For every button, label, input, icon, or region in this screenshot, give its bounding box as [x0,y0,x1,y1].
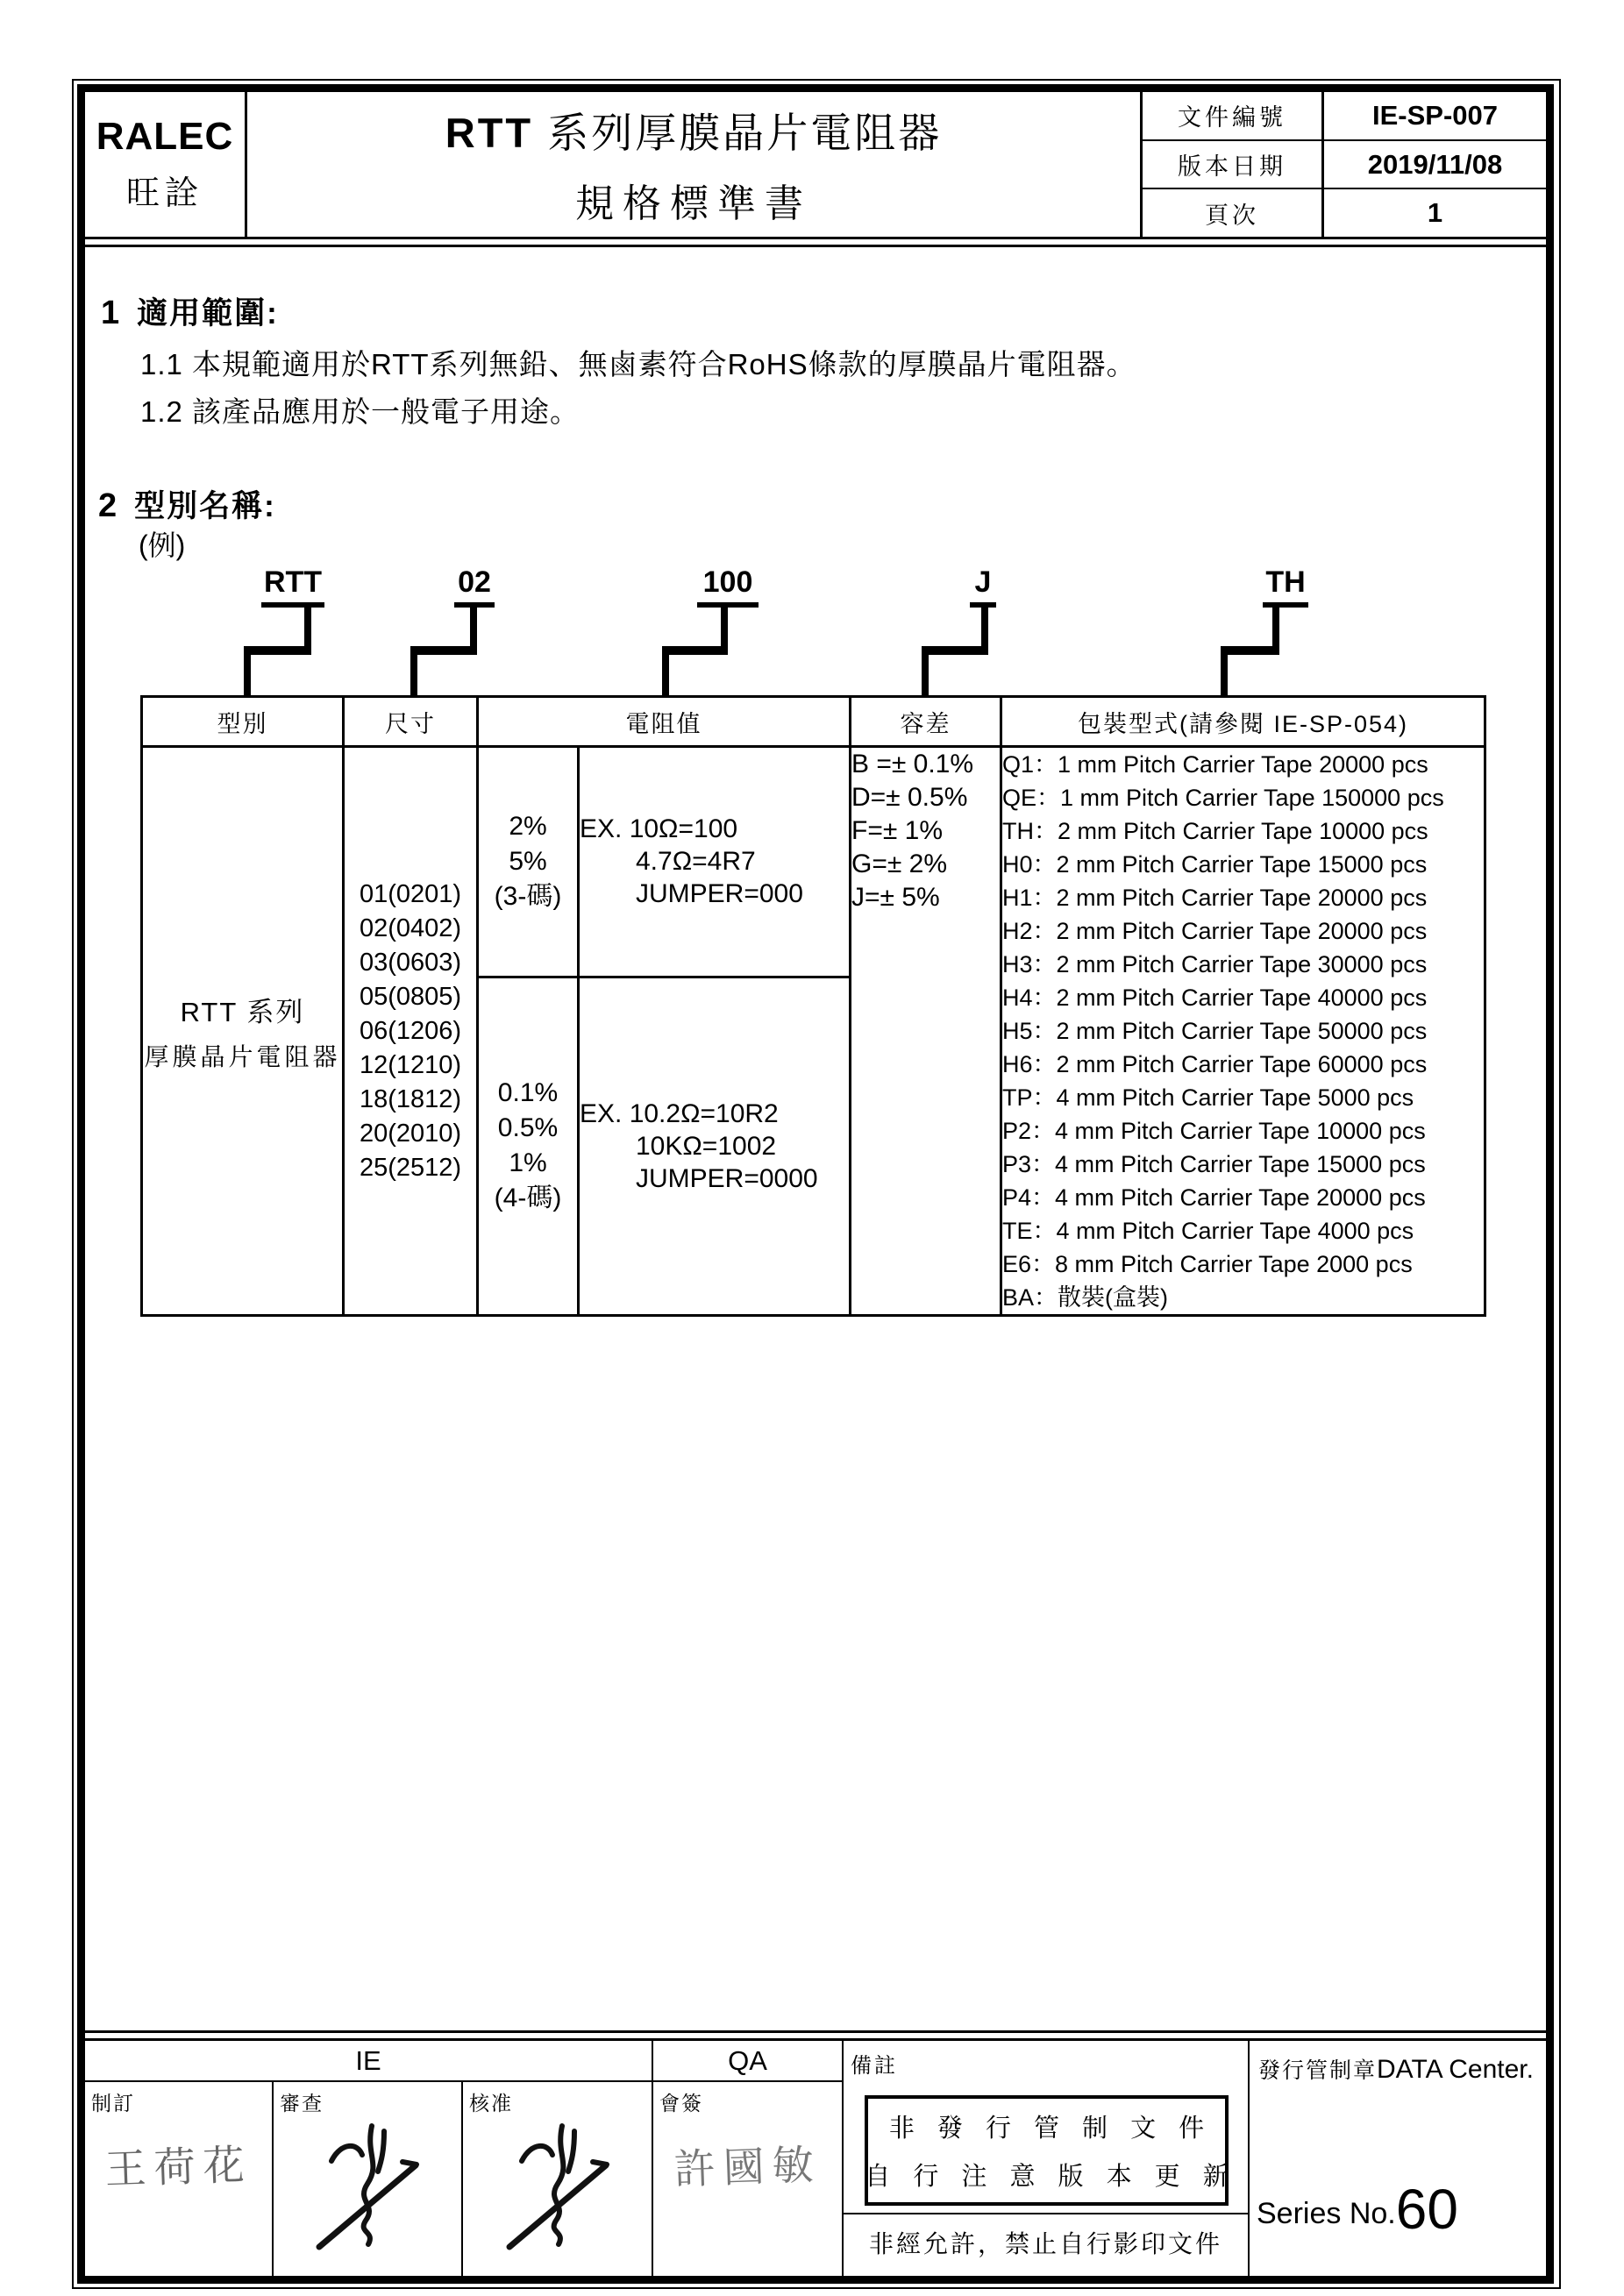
packaging-item: H6：2 mm Pitch Carrier Tape 60000 pcs [1002,1051,1428,1077]
connector-segment [922,655,929,695]
page-number-label: 頁次 [1205,202,1259,229]
title-cell [247,92,1143,237]
doc-title-series-name: 系列厚膜晶片電阻器 [533,110,943,156]
doc-number-value: IE-SP-007 [1371,99,1498,131]
size-item: 06(1206) [359,1016,462,1045]
header-table [85,92,1546,239]
signature-scribble-icon [312,2115,423,2256]
section-2-title: 型別名稱: [134,489,276,523]
brand-name: RALEC [96,115,234,158]
sign-label-countersign: 會簽 [659,2092,703,2115]
part-label-size: 02 [454,565,495,608]
header-double-line [85,245,1546,247]
connector-segment [1272,605,1279,649]
meta-row [1324,92,1546,141]
section-item-1-2: 1.2 該產品應用於一般電子用途。 [140,395,581,428]
connector-segment [1221,655,1228,695]
brand-name-chinese: 旺詮 [125,175,203,212]
size-item: 01(0201) [359,879,462,908]
tolerance-code-item: F=± 1% [851,816,944,845]
series-number-value: 60 [1395,2178,1458,2241]
connector-segment [1221,646,1279,655]
signature-block [85,2041,844,2276]
size-item: 03(0603) [359,948,462,977]
tolerance-3code-cell [478,747,579,977]
size-item: 25(2512) [359,1153,462,1182]
packaging-item: Q1：1 mm Pitch Carrier Tape 20000 pcs [1002,751,1428,778]
packaging-item: QE：1 mm Pitch Carrier Tape 150000 pcs [1002,785,1444,811]
part-label-series: RTT [261,565,324,608]
remark-cell [844,2041,1250,2276]
stamp-label: 發行管制章 [1258,2058,1378,2083]
section-2-number: 2 [98,487,119,524]
header-cell-size: 尺寸 [344,697,478,747]
packaging-item: TE：4 mm Pitch Carrier Tape 4000 pcs [1002,1218,1414,1244]
doc-title-series-code: RTT [445,110,534,156]
packaging-item: P4：4 mm Pitch Carrier Tape 20000 pcs [1002,1184,1426,1211]
sign-cell-review [274,2082,463,2276]
remark-divider [844,2213,1248,2214]
packaging-item: P3：4 mm Pitch Carrier Tape 15000 pcs [1002,1151,1426,1177]
packaging-item: H4：2 mm Pitch Carrier Tape 40000 pcs [1002,985,1428,1011]
doc-number-label: 文件編號 [1178,104,1286,132]
meta-label-column [1143,92,1324,237]
tolerance-3code-item: 2% [509,811,547,841]
spec-table-header-row [142,697,1485,747]
signature-scribble-icon [502,2115,613,2256]
part-label-packaging: TH [1263,565,1308,608]
signature-draft: 王荷花 [103,2141,253,2193]
sign-cell-countersign [653,2082,844,2276]
tolerance-4code-cell [478,977,579,1315]
sign-cell-draft [85,2082,274,2276]
model-description: 厚膜晶片電阻器 [144,1042,341,1070]
tolerance-code-item: J=± 5% [851,883,940,912]
meta-row [1143,141,1321,190]
section-item-1-1: 1.1 本規範適用於RTT系列無鉛、無鹵素符合RoHS條款的厚膜晶片電阻器。 [140,348,1136,380]
remark-box [865,2095,1229,2206]
size-item: 18(1812) [359,1084,462,1113]
resistance-example-line: EX. 10.2Ω=10R2 [580,1098,779,1128]
stamp-value: DATA Center. [1377,2055,1534,2084]
remark-box-line: 自 行 注 意 版 本 更 新 [865,2163,1229,2191]
model-cell [142,747,344,1316]
version-date-value: 2019/11/08 [1367,148,1503,180]
header-cell-model: 型別 [142,697,344,747]
meta-row [1324,189,1546,237]
tolerance-code-item: G=± 2% [851,849,948,878]
header-cell-tolerance: 容差 [851,697,1001,747]
size-item: 02(0402) [359,913,462,942]
packaging-item: TH：2 mm Pitch Carrier Tape 10000 pcs [1002,818,1428,844]
resistance-example-line: 4.7Ω=4R7 [636,847,756,877]
series-line [1257,2178,1458,2241]
version-date-label: 版本日期 [1178,153,1286,180]
series-number-label: Series No. [1257,2197,1396,2230]
connector-segment [662,655,669,695]
tolerance-4code-item: 0.5% [497,1113,559,1143]
connector-segment [721,605,728,649]
tolerance-codes-cell [851,747,1001,1316]
packaging-item: H2：2 mm Pitch Carrier Tape 20000 pcs [1002,918,1428,944]
connector-segment [244,655,251,695]
section-2-heading [98,482,276,526]
remark-box-line: 非 發 行 管 制 文 件 [888,2115,1205,2143]
packaging-item: H1：2 mm Pitch Carrier Tape 20000 pcs [1002,885,1428,911]
part-label-tolerance: J [970,565,996,608]
logo-cell [85,92,247,237]
resistance-example-line: JUMPER=000 [636,879,803,909]
packaging-item: H3：2 mm Pitch Carrier Tape 30000 pcs [1002,951,1428,977]
resistance-example-line: JUMPER=0000 [636,1163,818,1193]
resistance-example-line: EX. 10Ω=100 [580,814,738,844]
doc-title-line1 [445,101,942,160]
page-number-value: 1 [1427,197,1443,229]
packaging-item: TP：4 mm Pitch Carrier Tape 5000 pcs [1002,1084,1414,1111]
tolerance-4code-item: 1% [509,1148,547,1178]
remark-note: 非經允許，禁止自行影印文件 [868,2230,1222,2257]
sizes-cell [344,747,478,1316]
section-1-heading [101,289,279,333]
dept-ie-cell: IE [85,2041,653,2082]
connector-segment [304,605,311,649]
footer-double-line [85,2030,1546,2033]
sign-label-draft: 制訂 [91,2092,135,2115]
tolerance-4code-item: 0.1% [497,1078,559,1108]
connector-segment [922,646,988,655]
connector-segment [410,646,477,655]
connector-segment [470,605,477,649]
part-label-resistance: 100 [697,565,759,608]
sign-cell-approve [463,2082,653,2276]
size-item: 05(0805) [359,982,462,1011]
size-item: 20(2010) [359,1119,462,1148]
connector-segment [662,646,728,655]
tolerance-3code-item: 5% [509,846,547,876]
packaging-item: H0：2 mm Pitch Carrier Tape 15000 pcs [1002,851,1428,878]
tolerance-code-item: B =± 0.1% [851,750,974,778]
header-cell-packaging: 包裝型式(請參閱 IE-SP-054) [1001,697,1485,747]
tolerance-4code-item: (4-碼) [494,1184,562,1213]
sign-label-review: 審查 [280,2092,324,2115]
tolerance-3code-item: (3-碼) [494,881,562,911]
section-1-number: 1 [101,295,122,331]
connector-segment [981,605,988,649]
meta-row [1324,141,1546,190]
section-1-title: 適用範圍: [137,296,279,331]
model-series: RTT 系列 [180,996,305,1027]
resistance-example-3code-cell [579,747,851,977]
meta-value-column [1324,92,1546,237]
size-item: 12(1210) [359,1050,462,1079]
connector-segment [410,655,417,695]
header-cell-resistance: 電阻值 [478,697,851,747]
doc-title-line2: 規格標準書 [575,182,812,225]
packaging-item: E6：8 mm Pitch Carrier Tape 2000 pcs [1002,1251,1413,1277]
stamp-line [1258,2053,1534,2085]
remark-label: 備註 [851,2054,898,2078]
sign-label-approve: 核准 [469,2092,513,2115]
resistance-example-line: 10KΩ=1002 [636,1131,777,1161]
tolerance-code-item: D=± 0.5% [851,783,968,812]
connector-segment [244,646,311,655]
packaging-item: BA：散裝(盒裝) [1002,1284,1168,1311]
packaging-cell [1001,747,1485,1316]
resistance-example-4code-cell [579,977,851,1315]
stamp-cell [1250,2041,1546,2276]
signature-countersign: 許國敏 [673,2141,823,2193]
dept-qa-cell: QA [653,2041,844,2082]
example-note: (例) [139,530,186,561]
meta-row [1143,92,1321,141]
packaging-item: H5：2 mm Pitch Carrier Tape 50000 pcs [1002,1018,1428,1044]
footer-table [85,2038,1546,2276]
spec-table-row-top [142,747,1485,977]
packaging-item: P2：4 mm Pitch Carrier Tape 10000 pcs [1002,1118,1426,1144]
meta-row [1143,189,1321,237]
spec-table [140,695,1486,1317]
